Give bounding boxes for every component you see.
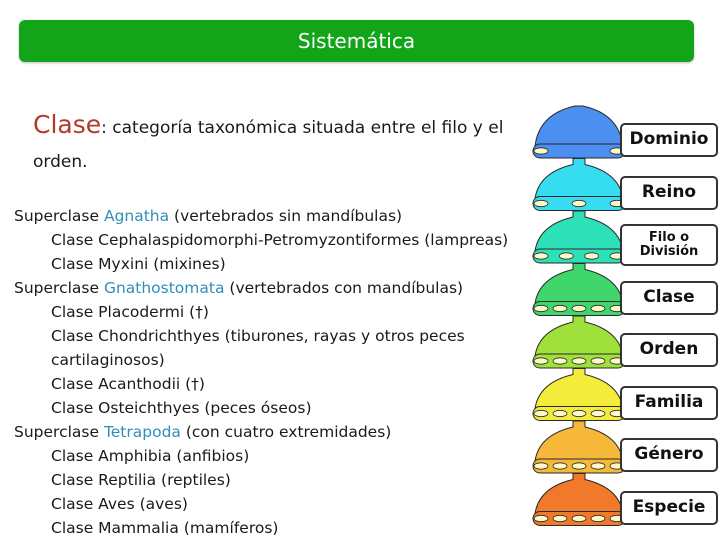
- line-text: Clase Myxini (mixines): [51, 255, 226, 273]
- rank-label-text: Orden: [639, 339, 699, 360]
- tier-bell: [535, 369, 623, 409]
- rank-label: [620, 123, 718, 157]
- organism-cell: [591, 305, 605, 311]
- superclass-name: Gnathostomata: [103, 279, 225, 297]
- line-text: Clase Reptilia (reptiles): [51, 471, 231, 489]
- superclass-name: Tetrapoda: [103, 423, 181, 441]
- class-line: [14, 396, 554, 420]
- organism-cell: [534, 148, 548, 154]
- tier-bell: [535, 316, 623, 356]
- rank-tier-shape: [533, 264, 625, 316]
- rank-label-text: Familia: [634, 391, 704, 412]
- organism-cell: [553, 515, 567, 521]
- rank-label: [620, 281, 718, 315]
- class-line: [14, 348, 554, 372]
- organism-cell: [553, 358, 567, 364]
- rank-label-text: Dominio: [629, 129, 709, 150]
- line-text: Superclase: [14, 279, 104, 297]
- rank-tier-shape: [533, 159, 625, 211]
- page-title: Sistemática: [297, 29, 416, 53]
- rank-label-text: Género: [634, 444, 704, 465]
- organism-cell: [534, 463, 548, 469]
- tier-bell: [535, 421, 623, 461]
- rank-label: [620, 333, 718, 367]
- organism-cell: [572, 463, 586, 469]
- organism-cell: [572, 358, 586, 364]
- rank-label-text: Especie: [632, 496, 706, 517]
- superclass-line: [14, 420, 554, 444]
- definition-text: [33, 108, 533, 179]
- line-text: Clase Placodermi (†): [51, 303, 209, 321]
- superclass-line: [14, 276, 554, 300]
- line-text: (vertebrados con mandíbulas): [224, 279, 464, 297]
- line-text: Superclase: [14, 207, 104, 225]
- rank-label-text: Reino: [641, 181, 697, 202]
- line-text: (con cuatro extremidades): [180, 423, 392, 441]
- line-text: cartilaginosos): [51, 351, 165, 369]
- line-text: Clase Osteichthyes (peces óseos): [51, 399, 312, 417]
- rank-label-text: Clase: [643, 286, 695, 307]
- organism-cell: [585, 253, 599, 259]
- tier-bell: [535, 159, 623, 199]
- organism-cell: [572, 305, 586, 311]
- line-text: Clase Chondrichthyes (tiburones, rayas y otros peces: [51, 327, 465, 345]
- organism-cell: [534, 358, 548, 364]
- organism-cell: [572, 200, 586, 206]
- line-text: Clase Mammalia (mamíferos): [51, 519, 279, 537]
- tier-bell: [535, 264, 623, 304]
- organism-cell: [572, 410, 586, 416]
- tier-bell: [535, 211, 623, 251]
- class-line: [14, 300, 554, 324]
- organism-cell: [559, 253, 573, 259]
- rank-tier-shape: [533, 211, 625, 263]
- tier-bell: [535, 474, 623, 514]
- organism-cell: [591, 515, 605, 521]
- rank-label: [620, 491, 718, 525]
- rank-label-text: Filo o División: [639, 230, 699, 259]
- class-line: [14, 228, 554, 252]
- title-banner: [19, 20, 694, 62]
- organism-cell: [591, 463, 605, 469]
- line-text: Clase Aves (aves): [51, 495, 188, 513]
- classification-list: [14, 204, 554, 540]
- class-line: [14, 516, 554, 540]
- class-line: [14, 444, 554, 468]
- rank-tier-shape: [533, 106, 625, 158]
- class-line: [14, 324, 554, 348]
- organism-cell: [534, 410, 548, 416]
- line-text: Clase Acanthodii (†): [51, 375, 205, 393]
- rank-label: [620, 224, 718, 266]
- rank-tier-shape: [533, 316, 625, 368]
- organism-cell: [553, 410, 567, 416]
- line-text: Clase Amphibia (anfibios): [51, 447, 250, 465]
- rank-label: [620, 438, 718, 472]
- rank-tier-shape: [533, 474, 625, 526]
- class-line: [14, 492, 554, 516]
- organism-cell: [534, 253, 548, 259]
- definition-term: Clase: [33, 110, 102, 139]
- line-text: Clase Cephalaspidomorphi-Petromyzontiformes (lampreas): [51, 231, 509, 249]
- rank-tier-shape: [533, 421, 625, 473]
- definition-body: : categoría taxonómica situada entre el filo y el orden.: [33, 118, 504, 172]
- rank-tier-shape: [533, 369, 625, 421]
- organism-cell: [553, 463, 567, 469]
- organism-cell: [591, 358, 605, 364]
- class-line: [14, 468, 554, 492]
- line-text: (vertebrados sin mandíbulas): [169, 207, 403, 225]
- organism-cell: [572, 515, 586, 521]
- rank-label: [620, 386, 718, 420]
- organism-cell: [534, 200, 548, 206]
- tier-bell: [535, 106, 623, 146]
- organism-cell: [534, 515, 548, 521]
- line-text: Superclase: [14, 423, 104, 441]
- rank-label: [620, 176, 718, 210]
- taxonomy-pyramid-graphic: [530, 100, 720, 540]
- organism-cell: [591, 410, 605, 416]
- organism-cell: [534, 305, 548, 311]
- organism-cell: [553, 305, 567, 311]
- superclass-line: [14, 204, 554, 228]
- class-line: [14, 252, 554, 276]
- superclass-name: Agnatha: [103, 207, 170, 225]
- class-line: [14, 372, 554, 396]
